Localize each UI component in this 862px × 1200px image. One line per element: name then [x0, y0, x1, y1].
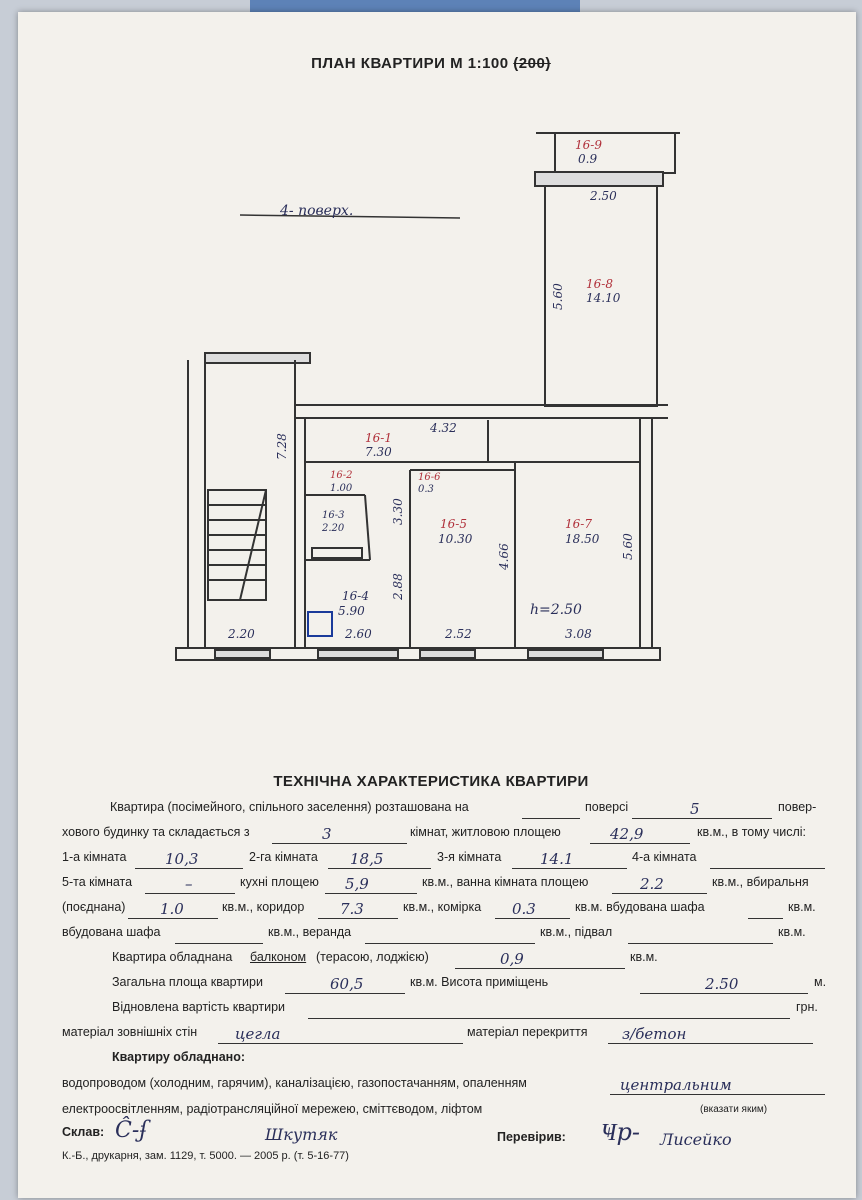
- tech-row-11: водопроводом (холодним, гарячим), каналізацією, газопостачанням, опаленням центральним: [0, 1076, 862, 1096]
- tech-row-10: матеріал зовнішніх стін цегла матеріал перекриття з/бетон: [0, 1025, 862, 1045]
- composed-signature: Ĉ-ʄ: [115, 1118, 148, 1143]
- tech-row-3: 1-а кімната 10,3 2-га кімната 18,5 3-я кімната 14.1 4-а кімната: [0, 850, 862, 870]
- tech-row-12: електроосвітленням, радіотрансляційної мережею, сміттєводом, ліфтом (вказати яким): [62, 1102, 768, 1116]
- dim-kitchen-b: 2.88: [391, 573, 405, 600]
- room-label-16-1: 16-1: [365, 431, 392, 445]
- room-label-16-9: 16-9: [575, 138, 602, 152]
- balcony-window: [535, 172, 663, 186]
- room-label-16-2: 16-2: [330, 470, 353, 481]
- balcony-wall: [555, 133, 675, 173]
- equipment-heading: Квартиру обладнано:: [112, 1050, 245, 1064]
- room-label-16-5: 16-5: [440, 517, 467, 531]
- dim-balcony: 2.50: [590, 189, 617, 203]
- tech-row-2: хового будинку та складається з 3 кімнат, житловою площею 42,9 кв.м., в тому числі:: [62, 825, 806, 843]
- tech-row-4: 5-та кімната – кухні площею 5,9 кв.м., ванна кімната площею 2.2 кв.м., вбиральня: [62, 875, 809, 893]
- rooms-count-value: 3: [322, 825, 332, 843]
- ceiling-height: h=2.50: [530, 602, 582, 618]
- room-area-16-3: 2.20: [322, 523, 345, 534]
- room-area-16-9: 0.9: [578, 152, 598, 166]
- room-label-16-6: 16-6: [418, 472, 441, 483]
- floors-value: 5: [690, 800, 700, 818]
- room-area-16-4: 5.90: [338, 604, 365, 618]
- room-area-16-6: 0.3: [418, 484, 434, 495]
- tech-row-7: Квартира обладнана балконом (терасою, лоджією) 0,9 кв.м.: [112, 950, 658, 968]
- dim-left-length: 7.28: [275, 433, 289, 460]
- checked-name: Лисейко: [660, 1130, 732, 1149]
- tech-row-6: вбудована шафа кв.м., веранда кв.м., підвал кв.м.: [0, 925, 862, 945]
- plan-title: ПЛАН КВАРТИРИ М 1:100 (200): [311, 55, 551, 72]
- dim-bottom-2: 2.60: [345, 627, 372, 641]
- room-label-16-3: 16-3: [322, 510, 345, 521]
- living-area-value: 42,9: [610, 825, 644, 843]
- staircase: [208, 490, 266, 600]
- tech-row-8: Загальна площа квартири 60,5 кв.м. Висота приміщень 2.50 м.: [112, 975, 827, 993]
- signature-row: Склав: Перевірив:: [62, 1125, 566, 1144]
- room-area-16-8: 14.10: [586, 291, 621, 305]
- room-area-16-5: 10.30: [438, 532, 473, 546]
- room-label-16-8: 16-8: [586, 277, 613, 291]
- printer-footer: К.-Б., друкарня, зам. 1129, т. 5000. — 2005 р. (т. 5-16-77): [62, 1150, 349, 1162]
- floor-note: 4- поверх.: [280, 203, 354, 219]
- room-label-16-4: 16-4: [342, 589, 369, 603]
- composed-name: Шкутяк: [265, 1125, 338, 1144]
- room-label-16-7: 16-7: [565, 517, 592, 531]
- dim-corridor: 4.32: [430, 421, 457, 435]
- dim-room8-length: 5.60: [551, 283, 565, 310]
- tech-row-1: Квартира (посімейного, спільного заселення) розташована на поверсі 5 повер-: [110, 800, 817, 818]
- tech-row-9: Відновлена вартість квартири грн.: [0, 1000, 862, 1020]
- room-area-16-7: 18.50: [565, 532, 600, 546]
- dim-bottom-3: 2.52: [445, 627, 472, 641]
- checked-signature: Ҹр-: [600, 1118, 641, 1146]
- dim-room5-length: 4.66: [497, 543, 511, 570]
- room-area-16-2: 1.00: [330, 483, 353, 494]
- dim-bottom-1: 2.20: [228, 627, 255, 641]
- dim-kitchen-a: 3.30: [391, 498, 405, 525]
- dim-bottom-4: 3.08: [565, 627, 592, 641]
- tech-heading: ТЕХНІЧНА ХАРАКТЕРИСТИКА КВАРТИРИ: [273, 773, 589, 790]
- dim-room7-length: 5.60: [621, 533, 635, 560]
- room-area-16-1: 7.30: [365, 445, 392, 459]
- tech-row-5: (поєднана) 1.0 кв.м., коридор 7.3 кв.м., комірка 0.3 кв.м. вбудована шафа кв.м.: [62, 900, 816, 918]
